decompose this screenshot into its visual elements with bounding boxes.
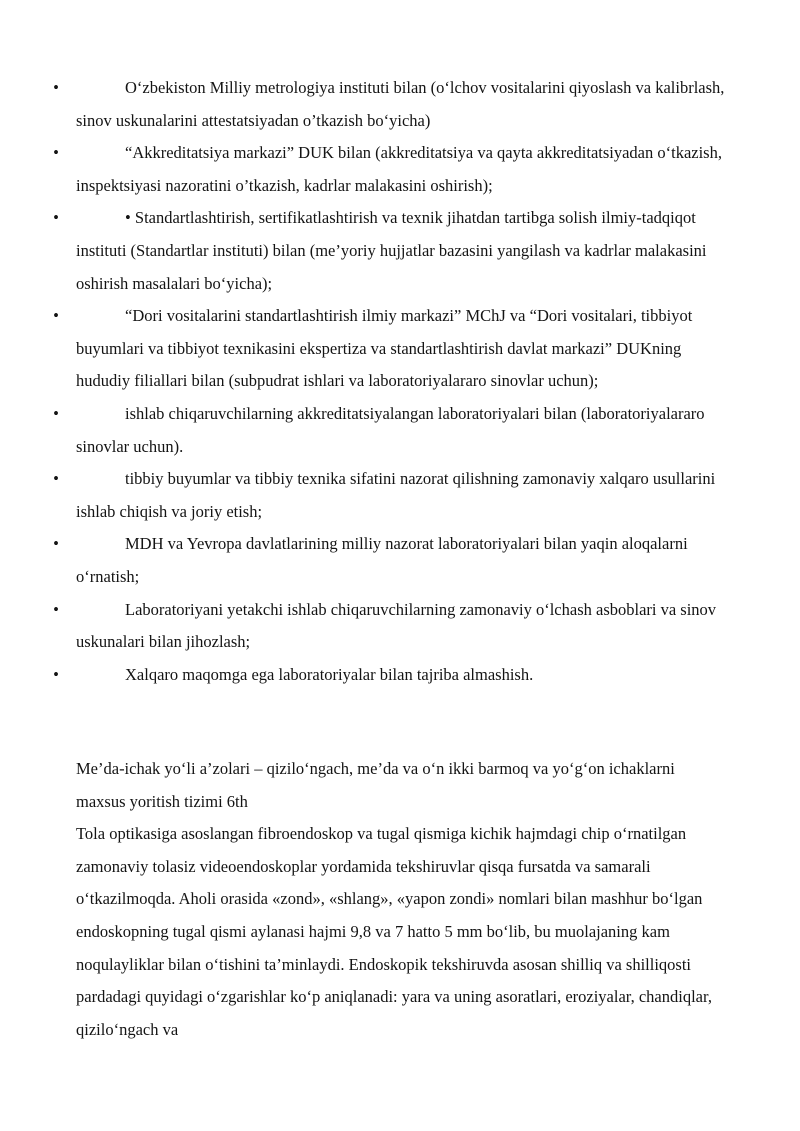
list-item-text: “Akkreditatsiya markazi” DUK bilan (akkreditatsiya va qayta akkreditatsiyadan o‘tkazish, inspektsiyasi nazoratini o’tkazish, kadrlar malakasini oshirish); (76, 143, 722, 195)
bullet-icon: • (53, 534, 59, 554)
bullet-icon: • (53, 469, 59, 489)
list-item (0, 594, 726, 659)
list-item-text: tibbiy buyumlar va tibbiy texnika sifatini nazorat qilishning zamonaviy xalqaro usullarini ishlab chiqish va joriy etish; (76, 469, 716, 521)
list-item-text: O‘zbekiston Milliy metrologiya instituti bilan (o‘lchov vositalarini qiyoslash va kalibrlash, sinov uskunalarini attestatsiyadan o’tkazish bo‘yicha) (76, 78, 725, 130)
bullet-icon: • (53, 599, 59, 619)
bullet-icon: • (53, 143, 59, 163)
list-item-text: MDH va Yevropa davlatlarining milliy nazorat laboratoriyalari bilan yaqin aloqalarni o‘rnatish; (76, 534, 688, 586)
list-item (0, 659, 726, 692)
list-item (0, 528, 726, 593)
list-item (0, 300, 726, 398)
paragraph: Me’da-ichak yo‘li a’zolari – qizilo‘ngach, me’da va o‘n ikki barmoq va yo‘g‘on ichaklarni maxsus yoritish tizimi 6th (76, 759, 675, 811)
list-item (0, 202, 726, 300)
bullet-icon: • (53, 306, 59, 326)
paragraph: Tola optikasiga asoslangan fibroendoskop va tugal qismiga kichik hajmdagi chip o‘rnatilgan zamonaviy tolasiz videoendoskoplar yordamida tekshiruvlar qisqa fursatda va samarali o‘tkazilmoqda. Aholi orasida «zond», «shlang», «yapon zondi» nomlari bilan mashhur bo‘lgan endoskopning tugal qismi aylanasi hajmi 9,8 va 7 hatto 5 mm bo‘lib, bu muolajaning kam noqulayliklar bilan o‘tishini ta’minlaydi. Endoskopik tekshiruvda asosan shilliq va shilliqosti pardadagi quyidagi o‘zgarishlar ko‘p aniqlanadi: yara va uning asoratlari, eroziyalar, chandiqlar, qizilo‘ngach va (76, 824, 712, 1039)
list-item (0, 463, 726, 528)
list-item (0, 398, 726, 463)
bullet-icon: • (53, 403, 59, 423)
bullet-icon: • (53, 208, 59, 228)
list-item-text: “Dori vositalarini standartlashtirish ilmiy markazi” MChJ va “Dori vositalari, tibbiyot buyumlari va tibbiyot texnikasini ekspertiza va standartlashtirish davlat markazi” DUKning hududiy filiallari bilan (subpudrat ishlari va laboratoriyalararo sinovlar uchun); (76, 306, 693, 391)
list-item-text: ishlab chiqaruvchilarning akkreditatsiyalangan laboratoriyalari bilan (laboratoriyalararo sinovlar uchun). (76, 403, 705, 456)
bullet-icon: • (53, 78, 59, 97)
list-item (0, 72, 726, 137)
bullet-list (0, 72, 800, 691)
list-item-text: Laboratoriyani yetakchi ishlab chiqaruvchilarning zamonaviy o‘lchash asboblari va sinov uskunalari bilan jihozlash; (76, 599, 717, 652)
list-item-text: • Standartlashtirish, sertifikatlashtirish va texnik jihatdan tartibga solish ilmiy-tadqiqot instituti (Standartlar instituti) bilan (me’yoriy hujjatlar bazasini yangilash va kadrlar malakasini oshirish masalalari bo‘yicha); (76, 208, 707, 293)
list-item (0, 137, 726, 202)
list-item-text: Xalqaro maqomga ega laboratoriyalar bilan tajriba almashish. (125, 664, 534, 684)
bullet-icon: • (53, 664, 59, 684)
body-text (76, 753, 726, 1046)
